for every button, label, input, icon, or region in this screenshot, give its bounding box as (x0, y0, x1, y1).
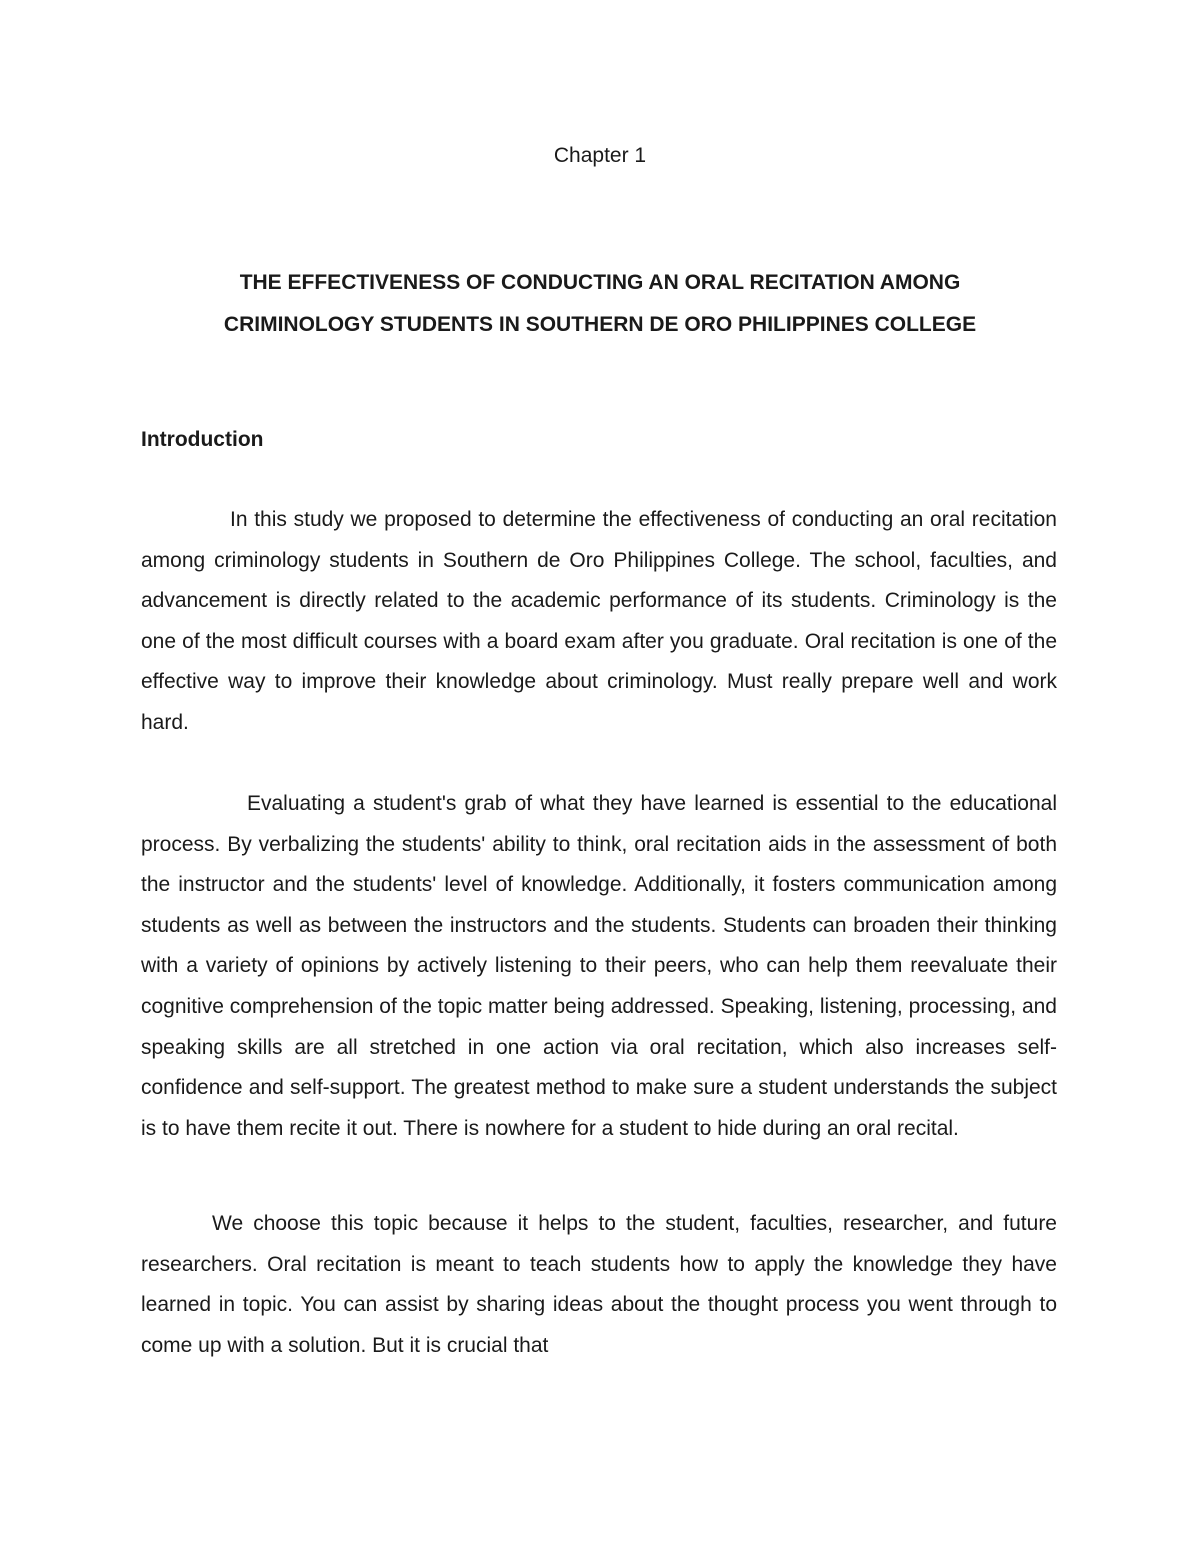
title-line: CRIMINOLOGY STUDENTS IN SOUTHERN DE ORO PHILIPPINES COLLEGE (223, 313, 977, 336)
paragraph: Evaluating a student's grab of what they have learned is essential to the educational process. By verbalizing the students' ability to think, oral recitation aids in the assessment of both the instructor and the students' level of knowledge. Additionally, it fosters communication among students as well as between the instructors and the students. Students can broaden their thinking with a variety of opinions by actively listening to their peers, who can help them reevaluate their cognitive comprehension of the topic matter being addressed. Speaking, listening, processing, and speaking skills are all stretched in one action via oral recitation, which also increases self-confidence and self-support. The greatest method to make sure a student understands the subject is to have them recite it out. There is nowhere for a student to hide during an oral recital. (141, 792, 1057, 1140)
chapter-label: Chapter 1 (553, 144, 647, 167)
paragraph: In this study we proposed to determine the effectiveness of conducting an oral recitation among criminology students in Southern de Oro Philippines College. The school, faculties, and advancement is directly related to the academic performance of its students. Criminology is the one of the most difficult courses with a board exam after you graduate. Oral recitation is one of the effective way to improve their knowledge about criminology. Must really prepare well and work hard. (141, 508, 1057, 734)
title-line: THE EFFECTIVENESS OF CONDUCTING AN ORAL RECITATION AMONG (239, 271, 961, 294)
paragraph: We choose this topic because it helps to the student, faculties, researcher, and future researchers. Oral recitation is meant to teach students how to apply the knowledge they have learned in topic. You can assist by sharing ideas about the thought process you went through to come up with a solution. But it is crucial that (141, 1212, 1057, 1357)
section-heading: Introduction (141, 428, 264, 451)
document-title (130, 262, 1070, 346)
